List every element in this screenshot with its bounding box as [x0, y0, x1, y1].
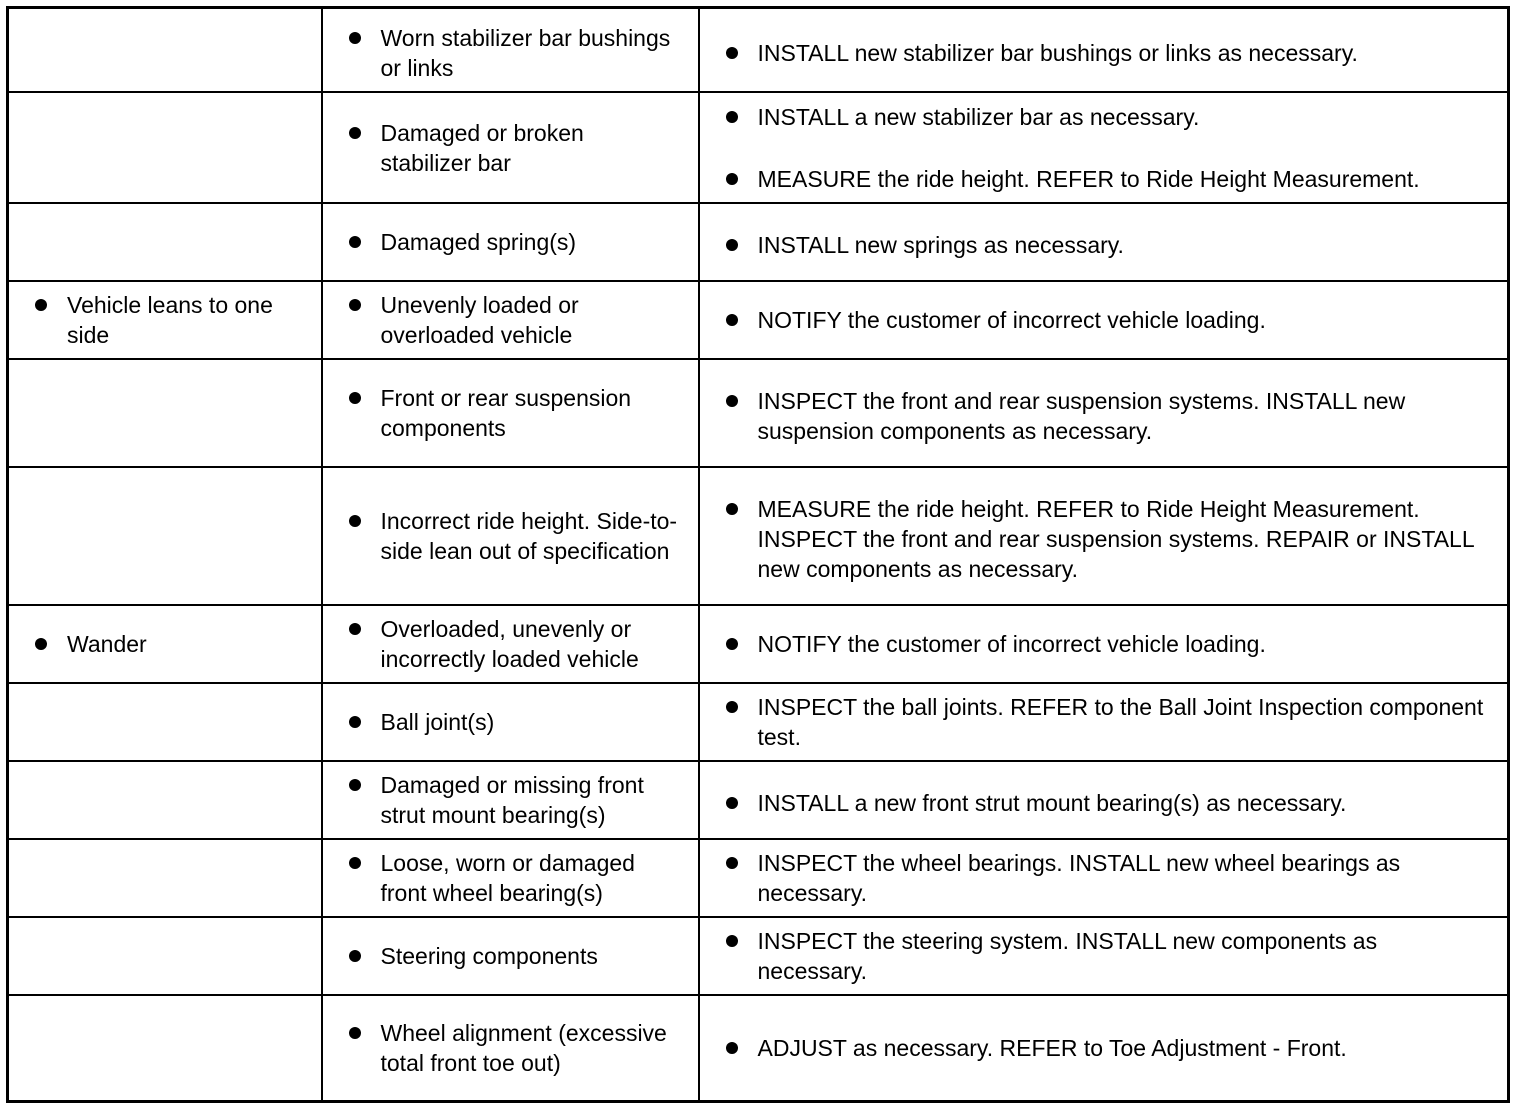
cause-cell	[322, 467, 699, 605]
bullet-icon	[726, 239, 738, 251]
table-row	[8, 359, 1509, 467]
action-cell	[699, 995, 1509, 1101]
cause-text: Steering components	[380, 943, 598, 969]
action-text: NOTIFY the customer of incorrect vehicle loading.	[757, 307, 1266, 333]
cause-text: Damaged spring(s)	[380, 229, 577, 255]
list-item	[726, 788, 1488, 818]
list-item	[726, 386, 1488, 446]
action-text: ADJUST as necessary. REFER to Toe Adjustment - Front.	[757, 1034, 1347, 1061]
list-item	[726, 926, 1488, 986]
action-cell	[699, 8, 1509, 93]
bullet-icon	[726, 395, 738, 407]
bullet-icon	[349, 1027, 361, 1039]
list-item	[726, 629, 1488, 659]
cause-cell	[322, 683, 699, 761]
bullet-icon	[349, 950, 361, 962]
action-text: INSTALL a new front strut mount bearing(s) as necessary.	[757, 790, 1347, 816]
action-cell	[699, 92, 1509, 203]
condition-cell	[8, 8, 322, 93]
bullet-icon	[726, 173, 738, 185]
action-cell	[699, 281, 1509, 359]
condition-cell	[8, 467, 322, 605]
condition-cell	[8, 203, 322, 281]
cause-text: Damaged or broken stabilizer bar	[380, 119, 584, 176]
list-item	[349, 941, 678, 971]
condition-cell	[8, 917, 322, 995]
cause-text: Wheel alignment (excessive total front toe out)	[380, 1019, 667, 1076]
table-row	[8, 605, 1509, 683]
cause-cell	[322, 605, 699, 683]
table-row	[8, 8, 1509, 93]
bullet-icon	[726, 857, 738, 869]
bullet-icon	[726, 111, 738, 123]
cause-text: Worn stabilizer bar bushings or links	[380, 25, 671, 81]
action-cell	[699, 917, 1509, 995]
cause-cell	[322, 995, 699, 1101]
list-item	[726, 494, 1488, 584]
list-item	[726, 230, 1488, 260]
action-cell	[699, 839, 1509, 917]
bullet-icon	[349, 299, 361, 311]
bullet-icon	[726, 47, 738, 59]
cause-text: Front or rear suspension components	[380, 385, 632, 441]
bullet-icon	[349, 623, 361, 635]
table-row	[8, 839, 1509, 917]
condition-cell	[8, 281, 322, 359]
condition-cell	[8, 761, 322, 839]
list-item	[349, 227, 678, 257]
condition-text: Vehicle leans to one side	[67, 292, 273, 348]
bullet-icon	[35, 299, 47, 311]
list-item	[349, 707, 678, 737]
list-item	[35, 629, 301, 659]
list-item	[726, 692, 1488, 752]
table-row	[8, 203, 1509, 281]
action-cell	[699, 467, 1509, 605]
bullet-icon	[349, 857, 361, 869]
condition-cell	[8, 359, 322, 467]
list-item	[349, 23, 678, 83]
action-text: INSPECT the front and rear suspension systems. INSTALL new suspension components as necessary.	[757, 388, 1406, 444]
action-text: MEASURE the ride height. REFER to Ride Height Measurement. INSPECT the front and rear suspension systems. REPAIR or INSTALL new components as necessary.	[757, 496, 1474, 582]
list-item	[726, 38, 1488, 68]
action-cell	[699, 203, 1509, 281]
cause-text: Damaged or missing front strut mount bearing(s)	[380, 772, 644, 828]
action-cell	[699, 605, 1509, 683]
list-item	[349, 770, 678, 830]
bullet-icon	[726, 638, 738, 650]
cause-text: Unevenly loaded or overloaded vehicle	[380, 292, 579, 348]
action-text: INSTALL new stabilizer bar bushings or links as necessary.	[757, 40, 1358, 66]
cause-text: Overloaded, unevenly or incorrectly loaded vehicle	[380, 616, 639, 672]
list-item	[349, 1018, 678, 1078]
cause-cell	[322, 203, 699, 281]
condition-cell	[8, 92, 322, 203]
action-text: NOTIFY the customer of incorrect vehicle loading.	[757, 631, 1266, 657]
cause-cell	[322, 359, 699, 467]
bullet-icon	[726, 503, 738, 515]
table-row	[8, 281, 1509, 359]
action-text: INSPECT the wheel bearings. INSTALL new wheel bearings as necessary.	[757, 850, 1401, 906]
diagnostic-table	[6, 6, 1510, 1103]
cause-text: Incorrect ride height. Side-to-side lean out of specification	[380, 508, 678, 564]
bullet-icon	[349, 236, 361, 248]
action-text: INSPECT the steering system. INSTALL new components as necessary.	[757, 928, 1378, 984]
cause-cell	[322, 917, 699, 995]
table-row	[8, 995, 1509, 1101]
table-row	[8, 92, 1509, 203]
condition-cell	[8, 605, 322, 683]
list-item	[349, 383, 678, 443]
list-item	[349, 290, 678, 350]
list-item	[726, 102, 1488, 132]
condition-text: Wander	[67, 631, 147, 657]
list-item	[726, 164, 1488, 194]
cause-cell	[322, 92, 699, 203]
list-item	[349, 848, 678, 908]
condition-cell	[8, 839, 322, 917]
cause-text: Ball joint(s)	[380, 709, 495, 735]
action-cell	[699, 761, 1509, 839]
cause-cell	[322, 839, 699, 917]
bullet-icon	[349, 515, 361, 527]
table-row	[8, 917, 1509, 995]
table-row	[8, 467, 1509, 605]
action-cell	[699, 359, 1509, 467]
bullet-icon	[726, 701, 738, 713]
action-text: INSPECT the ball joints. REFER to the Ball Joint Inspection component test.	[757, 694, 1484, 750]
bullet-icon	[726, 1042, 738, 1054]
bullet-icon	[726, 935, 738, 947]
table-row	[8, 683, 1509, 761]
cause-text: Loose, worn or damaged front wheel bearing(s)	[380, 850, 635, 906]
list-item	[35, 290, 301, 350]
action-text: INSTALL new springs as necessary.	[757, 232, 1124, 258]
bullet-icon	[726, 314, 738, 326]
action-text: INSTALL a new stabilizer bar as necessary.	[757, 103, 1200, 130]
action-text: MEASURE the ride height. REFER to Ride Height Measurement.	[757, 165, 1420, 192]
list-item	[349, 506, 678, 566]
bullet-icon	[349, 392, 361, 404]
bullet-icon	[349, 127, 361, 139]
list-item	[726, 848, 1488, 908]
list-item	[726, 305, 1488, 335]
cause-cell	[322, 281, 699, 359]
bullet-icon	[349, 779, 361, 791]
bullet-icon	[349, 32, 361, 44]
bullet-icon	[35, 638, 47, 650]
action-cell	[699, 683, 1509, 761]
bullet-icon	[349, 716, 361, 728]
condition-cell	[8, 683, 322, 761]
list-item	[349, 118, 678, 178]
bullet-icon	[726, 797, 738, 809]
condition-cell	[8, 995, 322, 1101]
cause-cell	[322, 761, 699, 839]
list-item	[349, 614, 678, 674]
list-item	[726, 1033, 1488, 1063]
cause-cell	[322, 8, 699, 93]
table-row	[8, 761, 1509, 839]
